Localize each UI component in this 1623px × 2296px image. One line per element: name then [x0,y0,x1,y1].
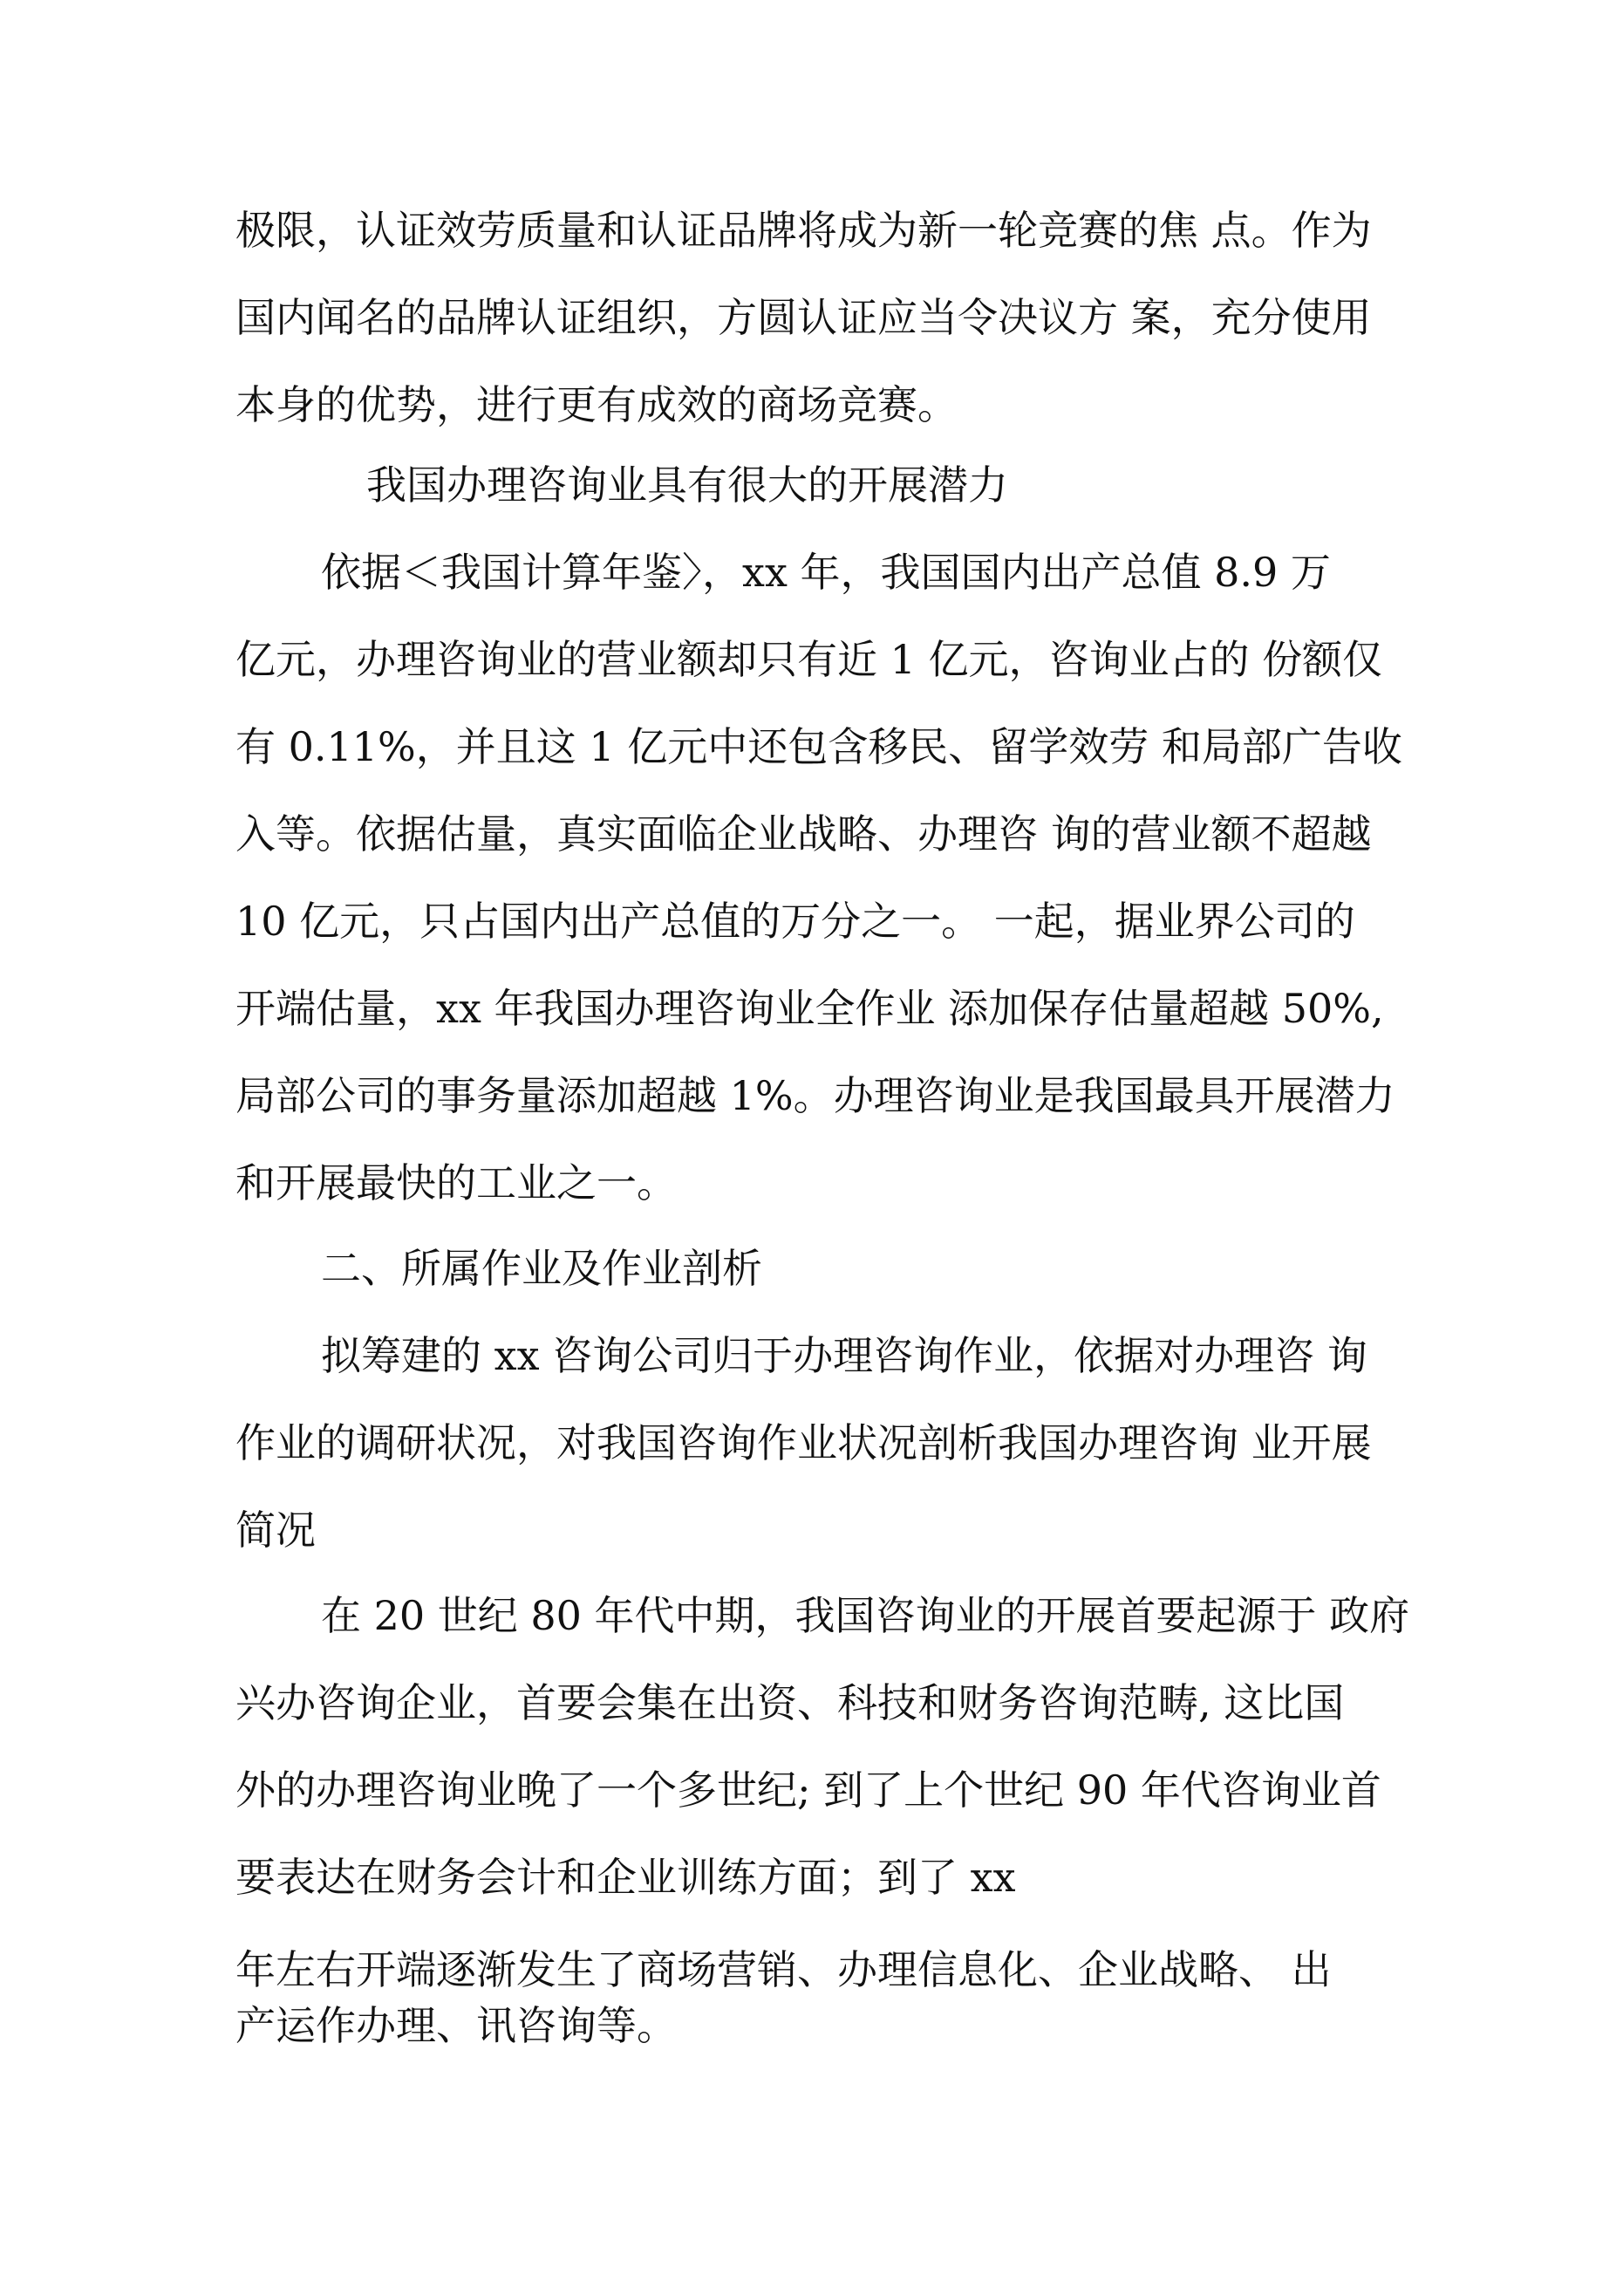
paragraph-line: 极限，认证效劳质量和认证品牌将成为新一轮竞赛的焦 点。作为 [235,207,1372,254]
section-heading: 我国办理咨询业具有很大的开展潜力 [366,461,1008,509]
paragraph-line: 年左右开端逐渐发生了商场营销、办理信息化、企业战略、 出 [235,1946,1332,1993]
paragraph-line: 国内闻名的品牌认证组织，方圆认证应当令决议方 案，充分使用 [235,294,1372,341]
paragraph-line: 要表达在财务会计和企业训练方面；到了 xx [235,1854,1016,1901]
paragraph-line: 依据＜我国计算年鉴〉，xx 年，我国国内出产总值 8.9 万 [321,549,1331,596]
paragraph-line: 在 20 世纪 80 年代中期，我国咨询业的开展首要起源于 政府 [321,1592,1410,1639]
paragraph-line: 作业的调研状况，对我国咨询作业状况剖析我国办理咨询 业开展 [235,1419,1372,1466]
paragraph-line: 入等。依据估量，真实面临企业战略、办理咨 询的营业额不超越 [235,810,1372,858]
paragraph-line: 产运作办理、讯咨询等。 [235,2002,677,2049]
paragraph-line: 本身的优势，进行更有成效的商场竞赛。 [235,381,958,428]
paragraph-line: 开端估量，xx 年我国办理咨询业全作业 添加保存估量超越 50%, [235,985,1384,1032]
paragraph-line: 拟筹建的 xx 咨询公司归于办理咨询作业，依据对办理咨 询 [321,1332,1367,1379]
section-heading: 二、所属作业及作业剖析 [321,1245,762,1292]
paragraph-line: 外的办理咨询业晚了一个多世纪; 到了上个世纪 90 年代咨询业首 [235,1766,1381,1814]
paragraph-line: 局部公司的事务量添加超越 1%。办理咨询业是我国最具开展潜力 [235,1072,1395,1119]
paragraph-line: 亿元，办理咨询业的营业额却只有近 1 亿元，咨询业占的 份额仅 [235,636,1383,683]
paragraph-line: 和开展最快的工业之一。 [235,1159,677,1206]
paragraph-line: 有 0.11%，并且这 1 亿元中还包含移民、留学效劳 和局部广告收 [235,723,1402,770]
paragraph-line: 10 亿元，只占国内出产总值的万分之一。 一起，据业界公司的 [235,898,1355,945]
paragraph-line: 兴办咨询企业，首要会集在出资、科技和财务咨询范畴, 这比国 [235,1679,1345,1726]
paragraph-line: 简况 [235,1507,316,1554]
